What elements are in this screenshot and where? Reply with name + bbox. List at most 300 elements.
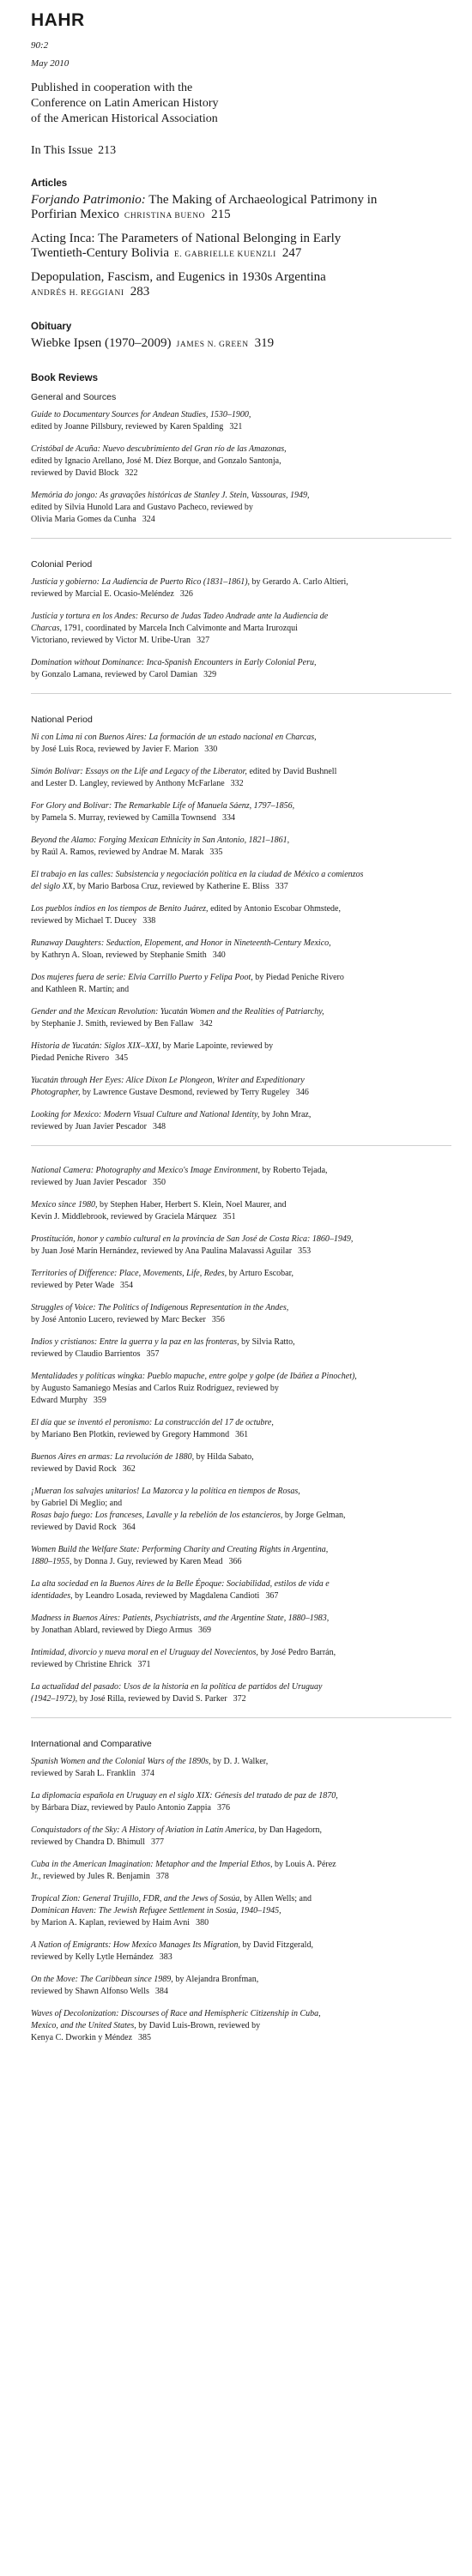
review-entry[interactable] — [31, 1234, 451, 1258]
entry-text: by Pamela S. Murray, reviewed by Camilla Townsend — [31, 813, 216, 823]
page-number: 364 — [122, 1523, 136, 1532]
review-entry[interactable] — [31, 1578, 451, 1602]
entry-text: reviewed by Christine Ehrick — [31, 1660, 132, 1669]
issue-number: 90:2 — [31, 40, 49, 51]
entry-line — [31, 1314, 451, 1326]
review-entry[interactable] — [31, 800, 451, 824]
entry-line — [31, 193, 451, 208]
entry-text: by Alejandra Bronfman, — [172, 1975, 259, 1984]
entry-line — [31, 1986, 451, 1998]
entry-title-text: Cristóbal de Acuña: Nuevo descubrimiento del Gran río de las Amazonas, — [31, 444, 287, 454]
page-number: 371 — [137, 1660, 151, 1669]
entry-title-text: del siglo XX, — [31, 882, 76, 891]
entry-line — [31, 1246, 451, 1258]
entry-line — [31, 588, 451, 600]
review-subsection-heading: General and Sources — [31, 392, 117, 402]
review-entry[interactable] — [31, 1613, 451, 1637]
book-reviews-list — [31, 392, 451, 2044]
review-entry[interactable] — [31, 972, 451, 996]
review-entry[interactable] — [31, 1006, 451, 1030]
entry-title-text: El día que se inventó el peronismo: La construcción del 17 de octubre, — [31, 1418, 274, 1427]
entry-line — [31, 1940, 451, 1952]
review-entry[interactable] — [31, 835, 451, 859]
entry-text: by Mario Barbosa Cruz, reviewed by Katherine E. Bliss — [75, 882, 269, 891]
entry-line — [31, 1336, 451, 1348]
entry-line — [31, 1859, 451, 1871]
entry-text: by David Luis-Brown, reviewed by — [136, 2021, 261, 2030]
entry-title-text: Cuba in the American Imagination: Metaphor and the Imperial Ethos, — [31, 1860, 273, 1869]
page-number: 361 — [235, 1430, 249, 1439]
review-subsection-heading: Colonial Period — [31, 559, 93, 570]
entry-line — [31, 1075, 451, 1087]
entry-text: by David Fitzgerald, — [239, 1940, 313, 1950]
entry-title-text: Waves of Decolonization: Discourses of Race and Hemispheric Citizenship in Cuba, — [31, 2009, 321, 2018]
review-entry[interactable] — [31, 1647, 451, 1671]
entry-text: Porfirian Mexico — [31, 208, 119, 221]
review-entry[interactable] — [31, 1893, 451, 1929]
entry-text: by Leandro Losada, reviewed by Magdalena Candioti — [72, 1591, 260, 1601]
entry-title-text: Charcas, — [31, 624, 63, 633]
entry-line — [31, 800, 451, 812]
entry-line — [31, 623, 451, 635]
entry-line — [31, 881, 451, 893]
entry-line — [31, 1974, 451, 1986]
review-entry[interactable] — [31, 903, 451, 927]
entry-text: by José Pedro Barrán, — [257, 1648, 336, 1657]
page-number: 362 — [122, 1464, 136, 1474]
entry-title-text: Buenos Aires en armas: La revolución de 1880, — [31, 1452, 195, 1462]
entry-line — [31, 1510, 451, 1522]
entry-line — [31, 1790, 451, 1802]
page-number: 338 — [142, 916, 156, 926]
entry-line — [31, 1522, 451, 1534]
entry-line — [31, 1383, 451, 1395]
page-number: 346 — [295, 1088, 309, 1097]
issue-date: May 2010 — [31, 58, 70, 69]
page-number: 380 — [196, 1918, 209, 1927]
entry-title-text: Conquistadors of the Sky: A History of Aviation in Latin America, — [31, 1825, 257, 1835]
obituary-entry[interactable] — [31, 336, 451, 353]
entry-line — [31, 635, 451, 647]
page-number: 353 — [298, 1246, 312, 1256]
review-entry[interactable] — [31, 1756, 451, 1780]
entry-line — [31, 657, 451, 669]
entry-line — [31, 1917, 451, 1929]
page-number: 377 — [151, 1837, 165, 1847]
entry-title-text: Ni con Lima ni con Buenos Aires: La formación de un estado nacional en Charcas, — [31, 733, 317, 742]
section-heading-articles: Articles — [31, 178, 68, 189]
review-entry[interactable] — [31, 869, 451, 893]
entry-title-text: Domination without Dominance: Inca-Spanish Encounters in Early Colonial Peru, — [31, 658, 317, 667]
entry-line — [31, 468, 451, 480]
entry-text: edited by Ignacio Arellano, José M. Díez Borque, and Gonzalo Santonja, — [31, 456, 281, 466]
entry-text: reviewed by David Rock — [31, 1464, 117, 1474]
entry-text: by Marion A. Kaplan, reviewed by Haim Avni — [31, 1918, 191, 1927]
page-number: 376 — [216, 1803, 230, 1813]
entry-title-text: Beyond the Alamo: Forging Mexican Ethnicity in San Antonio, 1821–1861, — [31, 836, 290, 845]
entry-text: by Mariano Ben Plotkin, reviewed by Gregory Hammond — [31, 1430, 230, 1439]
review-entry[interactable] — [31, 938, 451, 962]
entry-line — [31, 1165, 451, 1177]
author-name: CHRISTINA BUENO — [124, 212, 206, 220]
entry-line — [31, 778, 451, 790]
entry-line — [31, 812, 451, 824]
entry-text: by Arturo Escobar, — [227, 1269, 294, 1278]
page-number: 372 — [233, 1694, 246, 1704]
entry-text: by Raúl A. Ramos, reviewed by Andrae M. Marak — [31, 848, 204, 857]
entry-line — [31, 336, 451, 353]
page-number: 335 — [209, 848, 223, 857]
page-number: 348 — [152, 1122, 166, 1131]
entry-title-text: Madness in Buenos Aires: Patients, Psychiatrists, and the Argentine State, 1880–1983, — [31, 1614, 330, 1623]
entry-line — [31, 984, 451, 996]
entry-text: by Augusto Samaniego Mesías and Carlos Ruiz Rodríguez, reviewed by — [31, 1384, 279, 1393]
entry-title-text: Gender and the Mexican Revolution: Yucatán Women and the Realities of Patriarchy, — [31, 1007, 324, 1017]
entry-title-text: Dos mujeres fuera de serie: Elvia Carrillo Puerto y Felipa Poot, — [31, 973, 253, 982]
entry-line — [31, 950, 451, 962]
entry-line — [31, 1544, 451, 1556]
author-name: E. GABRIELLE KUENZLI — [174, 250, 276, 259]
entry-text: reviewed by David Block — [31, 468, 119, 478]
entry-line — [31, 1556, 451, 1568]
review-entry[interactable] — [31, 1371, 451, 1407]
entry-title-text: Indios y cristianos: Entre la guerra y la paz en las fronteras, — [31, 1337, 239, 1347]
entry-line — [31, 1802, 451, 1814]
entry-text: Wiebke Ipsen (1970–2009) — [31, 336, 172, 350]
entry-line — [31, 2020, 451, 2032]
entry-line — [31, 611, 451, 623]
entry-text: Kevin J. Middlebrook, reviewed by Graciela Márquez — [31, 1212, 217, 1222]
review-entry[interactable] — [31, 490, 451, 526]
entry-line — [31, 1234, 451, 1246]
entry-title-text: Simón Bolívar: Essays on the Life and Legacy of the Liberator, — [31, 767, 247, 776]
page-number: 322 — [124, 468, 138, 478]
page-number: 356 — [211, 1315, 225, 1324]
entry-text: by Donna J. Guy, reviewed by Karen Mead — [71, 1557, 223, 1566]
entry-line — [31, 903, 451, 915]
entry-line — [31, 1280, 451, 1292]
entry-line — [31, 1837, 451, 1849]
entry-text: Kenya C. Dworkin y Méndez — [31, 2033, 133, 2042]
review-entry[interactable] — [31, 1336, 451, 1360]
article-entry[interactable] — [31, 270, 451, 301]
entry-line — [31, 1109, 451, 1121]
page-number: 342 — [199, 1019, 213, 1029]
entry-line — [31, 1590, 451, 1602]
entry-line — [31, 421, 451, 433]
entry-line — [31, 1825, 451, 1837]
entry-text: Jr., reviewed by Jules R. Benjamin — [31, 1872, 150, 1881]
entry-line — [31, 1486, 451, 1498]
entry-text: reviewed by Marcial E. Ocasio-Meléndez — [31, 589, 174, 599]
review-entry[interactable] — [31, 732, 451, 756]
entry-line — [31, 1893, 451, 1905]
entry-text: by José Rilla, reviewed by David S. Parker — [77, 1694, 227, 1704]
entry-line — [31, 502, 451, 514]
review-entry[interactable] — [31, 1790, 451, 1814]
page-number: 283 — [130, 285, 150, 299]
cooperation-note — [31, 81, 451, 127]
section-divider — [31, 538, 451, 539]
section-heading-book-reviews: Book Reviews — [31, 373, 98, 383]
entry-line — [31, 766, 451, 778]
entry-line — [31, 972, 451, 984]
entry-line — [31, 576, 451, 588]
entry-line — [31, 1348, 451, 1360]
entry-title-text: Runaway Daughters: Seduction, Elopement, and Honor in Nineteenth-Century Mexico, — [31, 938, 331, 948]
entry-text: by Gonzalo Lamana, reviewed by Carol Damian — [31, 670, 198, 679]
entry-text: by Stephen Haber, Herbert S. Klein, Noel Maurer, and — [97, 1200, 287, 1210]
page-number: 369 — [198, 1626, 212, 1635]
entry-line — [31, 1871, 451, 1883]
entry-line — [31, 1693, 451, 1705]
entry-text: and Lester D. Langley, reviewed by Anthony McFarlane — [31, 779, 225, 788]
entry-text: reviewed by Juan Javier Pescador — [31, 1178, 147, 1187]
review-entry[interactable] — [31, 1109, 451, 1133]
entry-text: reviewed by Juan Javier Pescador — [31, 1122, 147, 1131]
entry-title-text: identidades, — [31, 1591, 73, 1601]
entry-line — [31, 915, 451, 927]
entry-line — [31, 1041, 451, 1053]
entry-title-text: Photographer, — [31, 1088, 81, 1097]
entry-title-text: Women Build the Welfare State: Performing Charity and Creating Rights in Argentina, — [31, 1545, 329, 1554]
entry-line — [31, 1121, 451, 1133]
review-entry[interactable] — [31, 1544, 451, 1568]
entry-line — [31, 490, 451, 502]
entry-line — [31, 270, 451, 285]
entry-text: Depopulation, Fascism, and Eugenics in 1930s Argentina — [31, 270, 326, 284]
review-entry[interactable] — [31, 1451, 451, 1475]
entry-text: Edward Murphy — [31, 1396, 88, 1405]
page-number: 334 — [221, 813, 235, 823]
entry-line — [31, 869, 451, 881]
entry-line — [31, 1087, 451, 1099]
page-number: 327 — [197, 636, 210, 645]
review-entry[interactable] — [31, 576, 451, 600]
entry-title-text: Looking for Mexico: Modern Visual Culture and National Identity, — [31, 1110, 260, 1119]
entry-line — [31, 1371, 451, 1383]
review-subsection-heading: National Period — [31, 715, 93, 725]
page-number: 385 — [138, 2033, 152, 2042]
page-number: 213 — [98, 144, 117, 157]
entry-title-text: Memória do jongo: As gravações históricas de Stanley J. Stein, Vassouras, 1949, — [31, 491, 310, 500]
page-number: 326 — [179, 589, 193, 599]
entry-line — [31, 1578, 451, 1590]
review-entry[interactable] — [31, 1041, 451, 1065]
entry-line — [31, 847, 451, 859]
entry-title-text: Justicia y tortura en los Andes: Recurso de Judas Tadeo Andrade ante la Audiencia de — [31, 612, 329, 621]
entry-line — [31, 1053, 451, 1065]
entry-line — [31, 732, 451, 744]
entry-text: by José Antonio Lucero, reviewed by Marc Becker — [31, 1315, 206, 1324]
entry-line — [31, 208, 451, 224]
review-entry[interactable] — [31, 1486, 451, 1534]
in-this-issue-link[interactable] — [31, 144, 451, 158]
articles-list — [31, 193, 451, 301]
entry-title-text: Intimidad, divorcio y nueva moral en el Uruguay del Novecientos, — [31, 1648, 258, 1657]
page-number: 359 — [93, 1396, 106, 1405]
entry-title-text: 1880–1955, — [31, 1557, 72, 1566]
page-number: 357 — [146, 1349, 160, 1359]
entry-title-text: La actualidad del pasado: Usos de la historia en la política de partidos del Uruguay — [31, 1682, 323, 1692]
entry-text: reviewed by David Rock — [31, 1523, 117, 1532]
page-number: 378 — [155, 1872, 169, 1881]
entry-text: by José Luis Roca, reviewed by Javier F. Marion — [31, 745, 199, 754]
review-entry[interactable] — [31, 1859, 451, 1883]
review-entry[interactable] — [31, 1825, 451, 1849]
page-number: 351 — [222, 1212, 236, 1222]
journal-title: HAHR — [31, 10, 85, 30]
entry-title-text: Yucatán through Her Eyes: Alice Dixon Le Plongeon, Writer and Expeditionary — [31, 1076, 305, 1085]
review-entry[interactable] — [31, 1075, 451, 1099]
page-number: 383 — [159, 1952, 172, 1962]
entry-text: The Making of Archaeological Patrimony in — [145, 193, 378, 207]
review-subsection-heading: International and Comparative — [31, 1739, 152, 1749]
entry-line — [31, 1177, 451, 1189]
review-entry[interactable] — [31, 1417, 451, 1441]
entry-text: by D. J. Walker, — [210, 1757, 269, 1766]
page-number: 319 — [254, 336, 275, 350]
entry-line — [31, 455, 451, 468]
entry-line — [31, 1647, 451, 1659]
page-number: 337 — [275, 882, 288, 891]
entry-title-text: Rosas bajo fuego: Los franceses, Lavalle y la rebelión de los estancieros, — [31, 1511, 283, 1520]
entry-text: reviewed by Chandra D. Bhimull — [31, 1837, 146, 1847]
entry-text: by Jonathan Ablard, reviewed by Diego Armus — [31, 1626, 193, 1635]
entry-line — [31, 1451, 451, 1463]
entry-text: by Piedad Peniche Rivero — [252, 973, 344, 982]
entry-line — [31, 1211, 451, 1223]
section-heading-obituary: Obituary — [31, 322, 72, 332]
page-number: 324 — [142, 515, 155, 524]
entry-text: reviewed by Shawn Alfonso Wells — [31, 1987, 149, 1996]
page-number: 247 — [281, 246, 302, 260]
entry-title-text: La diplomacia española en Uruguay en el siglo XIX: Génesis del tratado de paz de 1870, — [31, 1791, 338, 1801]
entry-title-text: Historia de Yucatán: Siglos XIX–XXI, — [31, 1041, 161, 1051]
entry-line — [31, 232, 451, 246]
entry-text: reviewed by Kelly Lytle Hernández — [31, 1952, 154, 1962]
entry-line — [31, 1952, 451, 1964]
entry-line — [31, 1498, 451, 1510]
review-entry[interactable] — [31, 443, 451, 480]
entry-line — [31, 1429, 451, 1441]
entry-title-text: For Glory and Bolívar: The Remarkable Life of Manuela Sáenz, 1797–1856, — [31, 801, 295, 811]
entry-title-text: Mexico, and the United States, — [31, 2021, 136, 2030]
review-entry[interactable] — [31, 1974, 451, 1998]
page-number: 340 — [212, 950, 226, 960]
entry-text: 1791, coordinated by Marcela Inch Calvimonte and Marta Irurozqui — [62, 624, 298, 633]
review-subsection-heading — [31, 1146, 451, 1165]
author-name: ANDRÉS H. REGGIANI — [31, 289, 124, 298]
page-number: 330 — [204, 745, 218, 754]
page-number: 215 — [211, 208, 231, 221]
entry-text: edited by David Bushnell — [246, 767, 337, 776]
entry-line — [31, 1417, 451, 1429]
entry-text: by Gerardo A. Carlo Altieri, — [250, 577, 348, 587]
page-number: 345 — [115, 1053, 129, 1063]
in-this-issue-label: In This Issue — [31, 144, 94, 157]
entry-title-text: Struggles of Voice: The Politics of Indigenous Representation in the Andes, — [31, 1303, 289, 1312]
entry-title-text: Tropical Zion: General Trujillo, FDR, and the Jews of Sosúa, — [31, 1894, 242, 1903]
entry-text: by Bárbara Díaz, reviewed by Paulo Antonio Zappia — [31, 1803, 211, 1813]
entry-line — [31, 246, 451, 262]
entry-text: edited by Joanne Pillsbury, reviewed by Karen Spalding — [31, 422, 224, 431]
entry-text: by Silvia Ratto, — [239, 1337, 295, 1347]
cooperation-line: Published in cooperation with the — [31, 81, 193, 94]
entry-text: by Gabriel Di Meglio; and — [31, 1499, 123, 1508]
entry-text: by Kathryn A. Sloan, reviewed by Stephanie Smith — [31, 950, 207, 960]
entry-text: Olivia Maria Gomes da Cunha — [31, 515, 136, 524]
entry-title-text: Mexico since 1980, — [31, 1200, 98, 1210]
entry-line — [31, 1006, 451, 1018]
entry-line — [31, 835, 451, 847]
entry-title-text: A Nation of Emigrants: How Mexico Manages Its Migration, — [31, 1940, 240, 1950]
review-entry[interactable] — [31, 766, 451, 790]
entry-title-text: Dominican Haven: The Jewish Refugee Settlement in Sosúa, 1940–1945, — [31, 1906, 281, 1915]
entry-line — [31, 1268, 451, 1280]
review-entry[interactable] — [31, 657, 451, 681]
article-entry[interactable] — [31, 193, 451, 224]
entry-line — [31, 1199, 451, 1211]
entry-title-text: El trabajo en las calles: Subsistencia y negociación política en la ciudad de México a comienzos — [31, 870, 364, 879]
author-name: JAMES N. GREEN — [176, 341, 249, 349]
entry-text: by Louis A. Pérez — [272, 1860, 336, 1869]
entry-line — [31, 1659, 451, 1671]
entry-line — [31, 938, 451, 950]
review-entry[interactable] — [31, 1940, 451, 1964]
entry-line — [31, 514, 451, 526]
page-number: 321 — [229, 422, 243, 431]
review-entry[interactable] — [31, 2008, 451, 2044]
entry-text: reviewed by Sarah L. Franklin — [31, 1769, 136, 1778]
entry-text: by Stephanie J. Smith, reviewed by Ben Fallaw — [31, 1019, 194, 1029]
section-divider — [31, 693, 451, 694]
page-number: 384 — [154, 1987, 168, 1996]
article-entry[interactable] — [31, 232, 451, 262]
entry-line — [31, 1613, 451, 1625]
page-number: 354 — [120, 1281, 134, 1290]
cooperation-line: Conference on Latin American History — [31, 97, 219, 110]
entry-title-text: Mentalidades y políticas wingka: Pueblo mapuche, entre golpe y golpe (de Ibáñez a Pinochet), — [31, 1372, 357, 1381]
entry-text: by Allen Wells; and — [241, 1894, 312, 1903]
entry-line — [31, 2032, 451, 2044]
entry-text: Victoriano, reviewed by Victor M. Uribe-Uran — [31, 636, 191, 645]
entry-text: by Roberto Tejada, — [260, 1166, 328, 1175]
review-entry[interactable] — [31, 1268, 451, 1292]
entry-title-text: National Camera: Photography and Mexico's Image Environment, — [31, 1166, 261, 1175]
entry-title-text: (1942–1972), — [31, 1694, 78, 1704]
entry-line — [31, 1681, 451, 1693]
entry-line — [31, 1463, 451, 1475]
entry-text: edited by Antonio Escobar Ohmstede, — [208, 904, 341, 914]
review-entry[interactable] — [31, 611, 451, 647]
entry-text: Acting Inca: The Parameters of National Belonging in Early — [31, 232, 342, 245]
entry-line — [31, 1395, 451, 1407]
review-entry[interactable] — [31, 1165, 451, 1189]
review-entry[interactable] — [31, 1199, 451, 1223]
review-entry[interactable] — [31, 409, 451, 433]
review-entry[interactable] — [31, 1302, 451, 1326]
entry-text: by Lawrence Gustave Desmond, reviewed by Terry Rugeley — [80, 1088, 290, 1097]
entry-text: Twentieth-Century Bolivia — [31, 246, 170, 260]
entry-title-text: Forjando Patrimonio: — [31, 193, 146, 207]
page-number: 374 — [141, 1769, 154, 1778]
entry-title-text: Prostitución, honor y cambio cultural en la provincia de San José de Costa Rica: 1860–1949, — [31, 1234, 354, 1244]
entry-line — [31, 409, 451, 421]
entry-line — [31, 669, 451, 681]
review-entry[interactable] — [31, 1681, 451, 1705]
obituary-list — [31, 336, 451, 353]
